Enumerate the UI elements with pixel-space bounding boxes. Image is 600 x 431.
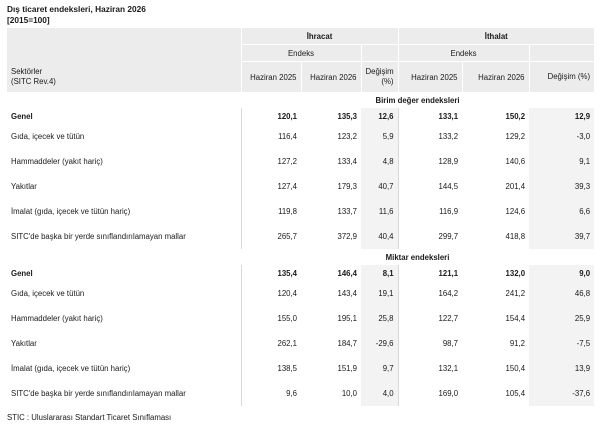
cell-imports-2025: 299,7 <box>398 224 462 249</box>
col-header-imports-change: Değişim (%) <box>529 62 594 93</box>
table-row <box>7 356 594 381</box>
stub-header <box>7 62 241 93</box>
row-label: Yakıtlar <box>11 182 37 191</box>
cell-exports-2025: 120,1 <box>241 108 301 124</box>
cell-imports-2025: 133,1 <box>398 108 462 124</box>
cell-imports-change: 39,7 <box>529 224 594 249</box>
cell-imports-2025: 116,9 <box>398 199 462 224</box>
cell-imports-2026: 129,2 <box>505 132 526 141</box>
cell-imports-2025: 98,7 <box>398 331 462 356</box>
cell-exports-2026: 195,1 <box>337 314 357 323</box>
cell-imports-change: -37,6 <box>529 381 594 406</box>
cell-exports-change: 40,4 <box>361 224 398 249</box>
section-stub-blank <box>7 92 241 108</box>
cell-exports-change: 12,6 <box>361 108 398 124</box>
stub-label-line2: (SITC Rev.4) <box>11 76 56 86</box>
cell-imports-2026: 241,2 <box>505 289 526 298</box>
cell-exports-change: 5,9 <box>361 124 398 149</box>
cell-imports-2025: 133,2 <box>398 124 462 149</box>
cell-exports-change: 8,1 <box>361 265 398 281</box>
col-header-exports-2026: Haziran 2026 <box>301 62 361 93</box>
subheader-blank-exports <box>361 45 398 62</box>
page-title: Dış ticaret endeksleri, Haziran 2026 <box>7 4 146 14</box>
group-header-imports: İthalat <box>398 28 594 45</box>
cell-imports-2026: 154,4 <box>505 314 526 323</box>
cell-imports-2025: 132,1 <box>398 356 462 381</box>
group-header-exports: İhracat <box>241 28 398 45</box>
cell-imports-2025: 144,5 <box>398 174 462 199</box>
stub-header-top <box>7 28 241 45</box>
cell-exports-2025: 135,4 <box>241 265 301 281</box>
cell-imports-change: 6,6 <box>529 199 594 224</box>
col-header-imports-2025: Haziran 2025 <box>398 62 462 93</box>
cell-exports-change: 11,6 <box>361 199 398 224</box>
table-row <box>7 108 594 124</box>
cell-exports-2026: 179,3 <box>337 182 357 191</box>
table-row <box>7 174 594 199</box>
footnote: STIC : Uluslararası Standart Ticaret Sınıflaması <box>7 413 172 422</box>
cell-exports-2026: 151,9 <box>337 364 357 373</box>
cell-exports-2025: 119,8 <box>241 199 301 224</box>
group-header-row <box>7 28 594 45</box>
cell-imports-2025: 169,0 <box>398 381 462 406</box>
subheader-blank-imports <box>529 45 594 62</box>
cell-exports-2025: 262,1 <box>241 331 301 356</box>
cell-exports-2025: 155,0 <box>241 306 301 331</box>
table-row <box>7 149 594 174</box>
cell-exports-2026: 10,0 <box>341 389 357 398</box>
cell-exports-2026: 133,7 <box>337 207 357 216</box>
cell-imports-change: 13,9 <box>529 356 594 381</box>
table-row <box>7 224 594 249</box>
row-label: İmalat (gıda, içecek ve tütün hariç) <box>11 364 131 373</box>
table-row <box>7 381 594 406</box>
cell-exports-2026: 123,2 <box>337 132 357 141</box>
cell-imports-2026: 132,0 <box>505 268 526 278</box>
cell-imports-2026: 150,2 <box>505 111 526 121</box>
cell-imports-change: 9,1 <box>529 149 594 174</box>
cell-imports-2026: 140,6 <box>505 157 526 166</box>
cell-exports-2025: 127,4 <box>241 174 301 199</box>
cell-imports-change: 39,3 <box>529 174 594 199</box>
table-row <box>7 281 594 306</box>
stub-label-line1: Sektörler <box>11 66 43 76</box>
cell-exports-2025: 116,4 <box>241 124 301 149</box>
cell-imports-change: 25,9 <box>529 306 594 331</box>
base-year-note: [2015=100] <box>7 15 50 25</box>
section-header-row <box>7 249 594 265</box>
cell-exports-2025: 9,6 <box>241 381 301 406</box>
cell-exports-change: 40,7 <box>361 174 398 199</box>
section-header-row <box>7 92 594 108</box>
cell-exports-change: 25,8 <box>361 306 398 331</box>
table-row <box>7 306 594 331</box>
cell-imports-2026: 91,2 <box>509 339 526 348</box>
cell-exports-2026: 372,9 <box>337 232 357 241</box>
cell-exports-change: 4,8 <box>361 149 398 174</box>
subheader-row <box>7 45 594 62</box>
column-header-row <box>7 62 594 93</box>
row-label: Hammaddeler (yakıt hariç) <box>11 314 103 323</box>
cell-exports-change: -29,6 <box>361 331 398 356</box>
row-label: Hammaddeler (yakıt hariç) <box>11 157 103 166</box>
cell-imports-2026: 124,6 <box>505 207 526 216</box>
cell-imports-change: -3,0 <box>529 124 594 149</box>
row-label: Yakıtlar <box>11 339 37 348</box>
cell-imports-2026: 105,4 <box>505 389 526 398</box>
cell-exports-2026: 143,4 <box>337 289 357 298</box>
cell-imports-change: 46,8 <box>529 281 594 306</box>
section-stub-blank <box>7 249 241 265</box>
col-header-imports-2026: Haziran 2026 <box>462 62 529 93</box>
subheader-index-exports: Endeks <box>241 45 361 62</box>
cell-exports-change: 19,1 <box>361 281 398 306</box>
cell-imports-change: -7,5 <box>529 331 594 356</box>
cell-imports-change: 9,0 <box>529 265 594 281</box>
row-label: İmalat (gıda, içecek ve tütün hariç) <box>11 207 131 216</box>
table-row <box>7 331 594 356</box>
subheader-index-imports: Endeks <box>398 45 529 62</box>
cell-exports-2026: 133,4 <box>337 157 357 166</box>
section-title: Miktar endeksleri <box>385 252 450 262</box>
table-row <box>7 124 594 149</box>
row-label: SITC'de başka bir yerde sınıflandırılamayan mallar <box>11 232 186 241</box>
cell-exports-change: 4,0 <box>361 381 398 406</box>
cell-exports-2025: 265,7 <box>241 224 301 249</box>
cell-exports-2026: 184,7 <box>337 339 357 348</box>
col-header-exports-change: Değişim (%) <box>361 62 398 93</box>
row-label: Gıda, içecek ve tütün <box>11 132 85 141</box>
row-label: SITC'de başka bir yerde sınıflandırılamayan mallar <box>11 389 186 398</box>
cell-imports-2025: 128,9 <box>398 149 462 174</box>
cell-exports-2026: 146,4 <box>337 268 357 278</box>
table-row <box>7 265 594 281</box>
trade-index-table <box>7 28 594 406</box>
cell-imports-2026: 418,8 <box>505 232 526 241</box>
col-header-exports-2025: Haziran 2025 <box>241 62 301 93</box>
section-title: Birim değer endeksleri <box>375 95 460 105</box>
row-label: Genel <box>11 268 33 278</box>
cell-imports-2026: 150,4 <box>505 364 526 373</box>
cell-exports-2025: 120,4 <box>241 281 301 306</box>
table-row <box>7 199 594 224</box>
cell-exports-2025: 127,2 <box>241 149 301 174</box>
cell-imports-2025: 164,2 <box>398 281 462 306</box>
stub-header-mid <box>7 45 241 62</box>
cell-imports-2025: 121,1 <box>398 265 462 281</box>
cell-exports-change: 9,7 <box>361 356 398 381</box>
row-label: Genel <box>11 111 33 121</box>
cell-imports-2026: 201,4 <box>505 182 526 191</box>
row-label: Gıda, içecek ve tütün <box>11 289 85 298</box>
cell-imports-2025: 122,7 <box>398 306 462 331</box>
cell-exports-2026: 135,3 <box>337 111 357 121</box>
cell-exports-2025: 138,5 <box>241 356 301 381</box>
cell-imports-change: 12,9 <box>529 108 594 124</box>
